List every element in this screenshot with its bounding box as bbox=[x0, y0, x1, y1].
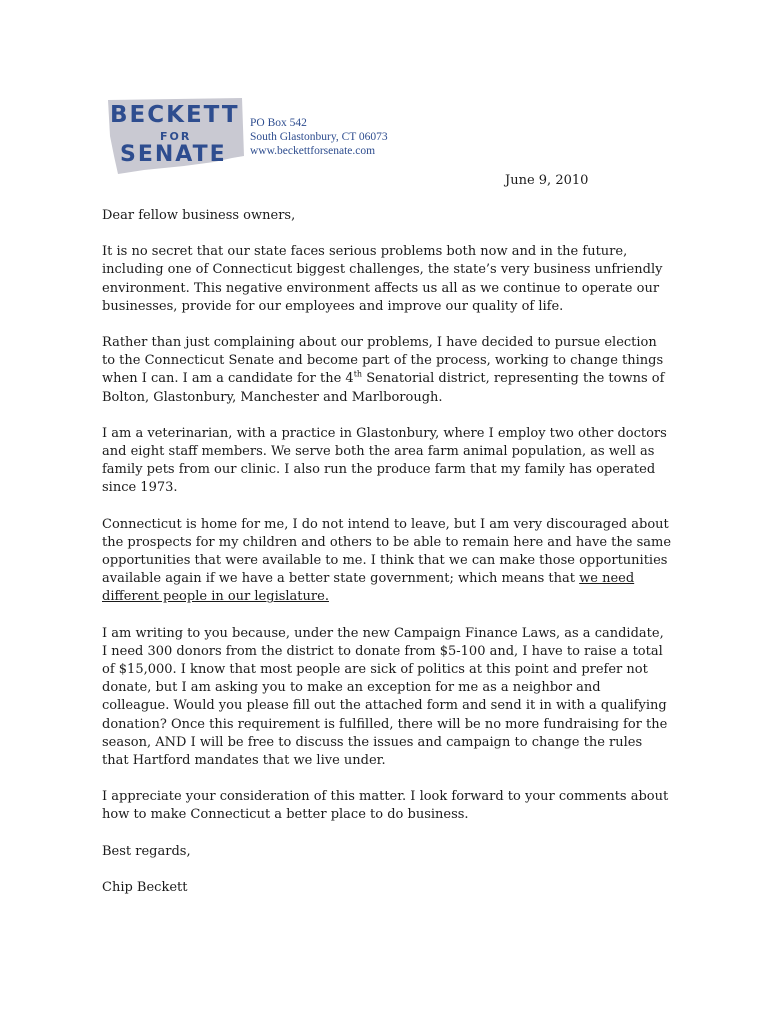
address-city: South Glastonbury, CT 06073 bbox=[250, 131, 388, 143]
paragraph-5: I am writing to you because, under the new Campaign Finance Laws, as a candidate, I need 300 donors from the district to donate from $5-100 and, I have to raise a total of $15,000. I know that most people are sick of politics at this point and prefer not donate, but I am asking you to make an exception for me as a neighbor and colleague. Would you please fill out the attached form and send it in with a qualifying donation? Once this requirement is fulfilled, there will be no more fundraising for the season, AND I will be free to discuss the issues and campaign to change the rules that Hartford mandates that we live under. bbox=[102, 625, 668, 769]
paragraph-1: It is no secret that our state faces serious problems both now and in the future, including one of Connecticut biggest challenges, the state’s very business unfriendly environment. This negative environment affects us all as we continue to operate our businesses, provide for our employees and improve our quality of life. bbox=[102, 244, 663, 314]
paragraph-2-start: Rather than just complaining about our problems, I have decided to pursue election to the Connecticut Senate and become part of the process, working to change things when I can. I am a candidate for the 4 bbox=[102, 335, 664, 387]
address-po-box: PO Box 542 bbox=[250, 117, 307, 129]
letter-closing: Best regards, bbox=[102, 843, 191, 859]
letterhead bbox=[104, 96, 404, 178]
paragraph-3: I am a veterinarian, with a practice in Glastonbury, where I employ two other doctors and eight staff members. We serve both the area farm animal population, as well as family pets from our clinic. I also run the produce farm that my family has operated since 1973. bbox=[102, 425, 667, 496]
letter-body bbox=[102, 207, 672, 915]
logo-text-for: FOR bbox=[160, 130, 192, 143]
address-website: www.beckettforsenate.com bbox=[250, 145, 376, 157]
paragraph-2-end: Senatorial district, representing the towns of Bolton, Glastonbury, Manchester and Marlborough. bbox=[102, 371, 665, 405]
letterhead-address bbox=[250, 116, 388, 158]
underlined-emphasis: we need different people in our legislature. bbox=[102, 571, 635, 605]
paragraph-4-start: Connecticut is home for me, I do not intend to leave, but I am very discouraged about the prospects for my children and others to be able to remain here and have the same opportunities that were available to me. I think that we can make those opportunities available again if we have a better state government; which means that bbox=[102, 516, 672, 587]
paragraph-4 bbox=[102, 516, 672, 607]
ordinal-suffix: th bbox=[353, 370, 363, 380]
letter-signature: Chip Beckett bbox=[102, 879, 188, 895]
paragraph-2 bbox=[102, 334, 672, 407]
paragraph-6: I appreciate your consideration of this matter. I look forward to your comments about how to make Connecticut a better place to do business. bbox=[102, 789, 669, 823]
logo-text-beckett: BECKETT bbox=[110, 102, 240, 128]
letter-greeting: Dear fellow business owners, bbox=[102, 208, 296, 223]
campaign-logo bbox=[104, 96, 254, 176]
logo-text-senate: SENATE bbox=[120, 142, 227, 167]
letter-date: June 9, 2010 bbox=[505, 173, 589, 188]
